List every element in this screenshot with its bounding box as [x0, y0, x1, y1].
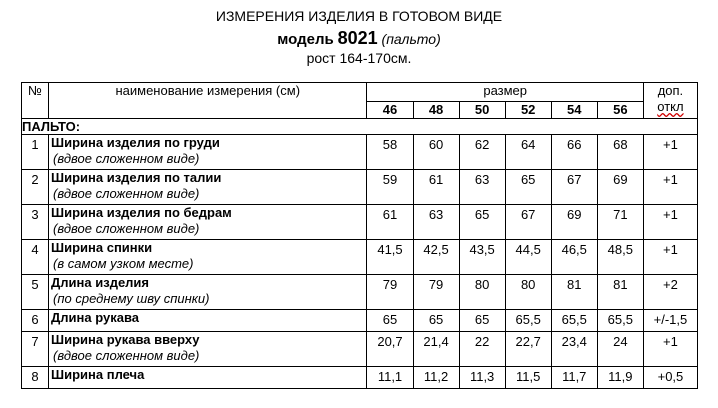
- model-line: [0, 28, 718, 49]
- measurement-note: (вдвое сложенном виде): [53, 221, 200, 236]
- tolerance-value: +1: [643, 135, 697, 170]
- tolerance-value: +1: [643, 240, 697, 275]
- value-size-50: 65: [459, 310, 505, 332]
- value-size-56: 24: [597, 332, 643, 367]
- col-size-header: размер: [367, 83, 643, 102]
- measurement-name: Ширина рукава вверху: [51, 332, 200, 347]
- value-size-54: 11,7: [551, 367, 597, 389]
- col-name-header: наименование измерения (см): [49, 83, 367, 119]
- measurement-name: Ширина изделия по талии: [51, 170, 222, 185]
- height-range: рост 164-170см.: [306, 50, 412, 66]
- value-size-52: 80: [505, 275, 551, 310]
- value-size-48: 11,2: [413, 367, 459, 389]
- value-size-54: 81: [551, 275, 597, 310]
- value-size-56: 11,9: [597, 367, 643, 389]
- measurement-name: Ширина спинки: [51, 240, 153, 255]
- value-size-48: 63: [413, 205, 459, 240]
- model-label: модель: [277, 31, 334, 48]
- tolerance-value: +1: [643, 205, 697, 240]
- model-number: 8021: [337, 28, 378, 48]
- table-row: [22, 275, 698, 310]
- value-size-48: 65: [413, 310, 459, 332]
- row-number: 3: [22, 205, 49, 240]
- value-size-50: 80: [459, 275, 505, 310]
- size-header-50: 50: [459, 102, 505, 119]
- tolerance-line2: откл: [657, 99, 684, 114]
- measurement-note: (вдвое сложенном виде): [53, 186, 200, 201]
- row-number: 8: [22, 367, 49, 389]
- measurement-note: (вдвое сложенном виде): [53, 348, 200, 363]
- measurement-name: Длина рукава: [51, 310, 140, 325]
- measurement-name: Ширина плеча: [51, 367, 145, 382]
- value-size-46: 20,7: [367, 332, 413, 367]
- measurement-name-cell: [49, 170, 367, 205]
- tolerance-value: +2: [643, 275, 697, 310]
- value-size-54: 65,5: [551, 310, 597, 332]
- size-header-54: 54: [551, 102, 597, 119]
- value-size-48: 79: [413, 275, 459, 310]
- value-size-46: 65: [367, 310, 413, 332]
- document-title: ИЗМЕРЕНИЯ ИЗДЕЛИЯ В ГОТОВОМ ВИДЕ: [215, 8, 503, 24]
- table-row: [22, 170, 698, 205]
- measurement-name-cell: [49, 275, 367, 310]
- value-size-46: 11,1: [367, 367, 413, 389]
- measurement-name-cell: [49, 205, 367, 240]
- value-size-52: 65: [505, 170, 551, 205]
- value-size-48: 42,5: [413, 240, 459, 275]
- measurement-note: (вдвое сложенном виде): [53, 151, 200, 166]
- measurement-name: Длина изделия: [51, 275, 150, 290]
- value-size-46: 79: [367, 275, 413, 310]
- table-row: [22, 205, 698, 240]
- value-size-46: 41,5: [367, 240, 413, 275]
- measurement-note: (по среднему шву спинки): [53, 291, 210, 306]
- row-number: 1: [22, 135, 49, 170]
- value-size-50: 11,3: [459, 367, 505, 389]
- col-tolerance-header: [643, 83, 697, 119]
- value-size-56: 71: [597, 205, 643, 240]
- size-header-52: 52: [505, 102, 551, 119]
- measurement-name-cell: [49, 135, 367, 170]
- model-kind: (пальто): [381, 31, 441, 47]
- value-size-54: 46,5: [551, 240, 597, 275]
- tolerance-value: +/-1,5: [643, 310, 697, 332]
- tolerance-value: +1: [643, 332, 697, 367]
- row-number: 5: [22, 275, 49, 310]
- row-number: 7: [22, 332, 49, 367]
- value-size-52: 11,5: [505, 367, 551, 389]
- row-number: 2: [22, 170, 49, 205]
- table-row: [22, 367, 698, 389]
- size-header-46: 46: [367, 102, 413, 119]
- tolerance-value: +0,5: [643, 367, 697, 389]
- tolerance-value: +1: [643, 170, 697, 205]
- value-size-50: 63: [459, 170, 505, 205]
- value-size-46: 59: [367, 170, 413, 205]
- tolerance-line1: доп.: [657, 83, 684, 98]
- value-size-54: 66: [551, 135, 597, 170]
- value-size-46: 58: [367, 135, 413, 170]
- value-size-56: 48,5: [597, 240, 643, 275]
- value-size-56: 69: [597, 170, 643, 205]
- col-number-header: №: [22, 83, 49, 119]
- measurement-name-cell: [49, 332, 367, 367]
- table-row: [22, 135, 698, 170]
- table-row: [22, 240, 698, 275]
- section-label: ПАЛЬТО:: [22, 119, 698, 135]
- value-size-50: 43,5: [459, 240, 505, 275]
- value-size-54: 23,4: [551, 332, 597, 367]
- measurement-note: (в самом узком месте): [53, 256, 194, 271]
- value-size-56: 65,5: [597, 310, 643, 332]
- measurement-name: Ширина изделия по груди: [51, 135, 220, 150]
- value-size-50: 62: [459, 135, 505, 170]
- value-size-52: 22,7: [505, 332, 551, 367]
- row-number: 4: [22, 240, 49, 275]
- measurement-name: Ширина изделия по бедрам: [51, 205, 232, 220]
- value-size-50: 65: [459, 205, 505, 240]
- value-size-54: 67: [551, 170, 597, 205]
- value-size-56: 81: [597, 275, 643, 310]
- size-header-48: 48: [413, 102, 459, 119]
- value-size-52: 64: [505, 135, 551, 170]
- size-header-56: 56: [597, 102, 643, 119]
- value-size-52: 65,5: [505, 310, 551, 332]
- table-row: [22, 310, 698, 332]
- value-size-48: 61: [413, 170, 459, 205]
- row-number: 6: [22, 310, 49, 332]
- value-size-48: 60: [413, 135, 459, 170]
- measurement-name-cell: [49, 367, 367, 389]
- measurement-name-cell: [49, 240, 367, 275]
- value-size-50: 22: [459, 332, 505, 367]
- value-size-52: 67: [505, 205, 551, 240]
- value-size-46: 61: [367, 205, 413, 240]
- value-size-56: 68: [597, 135, 643, 170]
- value-size-54: 69: [551, 205, 597, 240]
- measurements-table: [21, 82, 698, 389]
- measurement-name-cell: [49, 310, 367, 332]
- value-size-48: 21,4: [413, 332, 459, 367]
- table-row: [22, 332, 698, 367]
- value-size-52: 44,5: [505, 240, 551, 275]
